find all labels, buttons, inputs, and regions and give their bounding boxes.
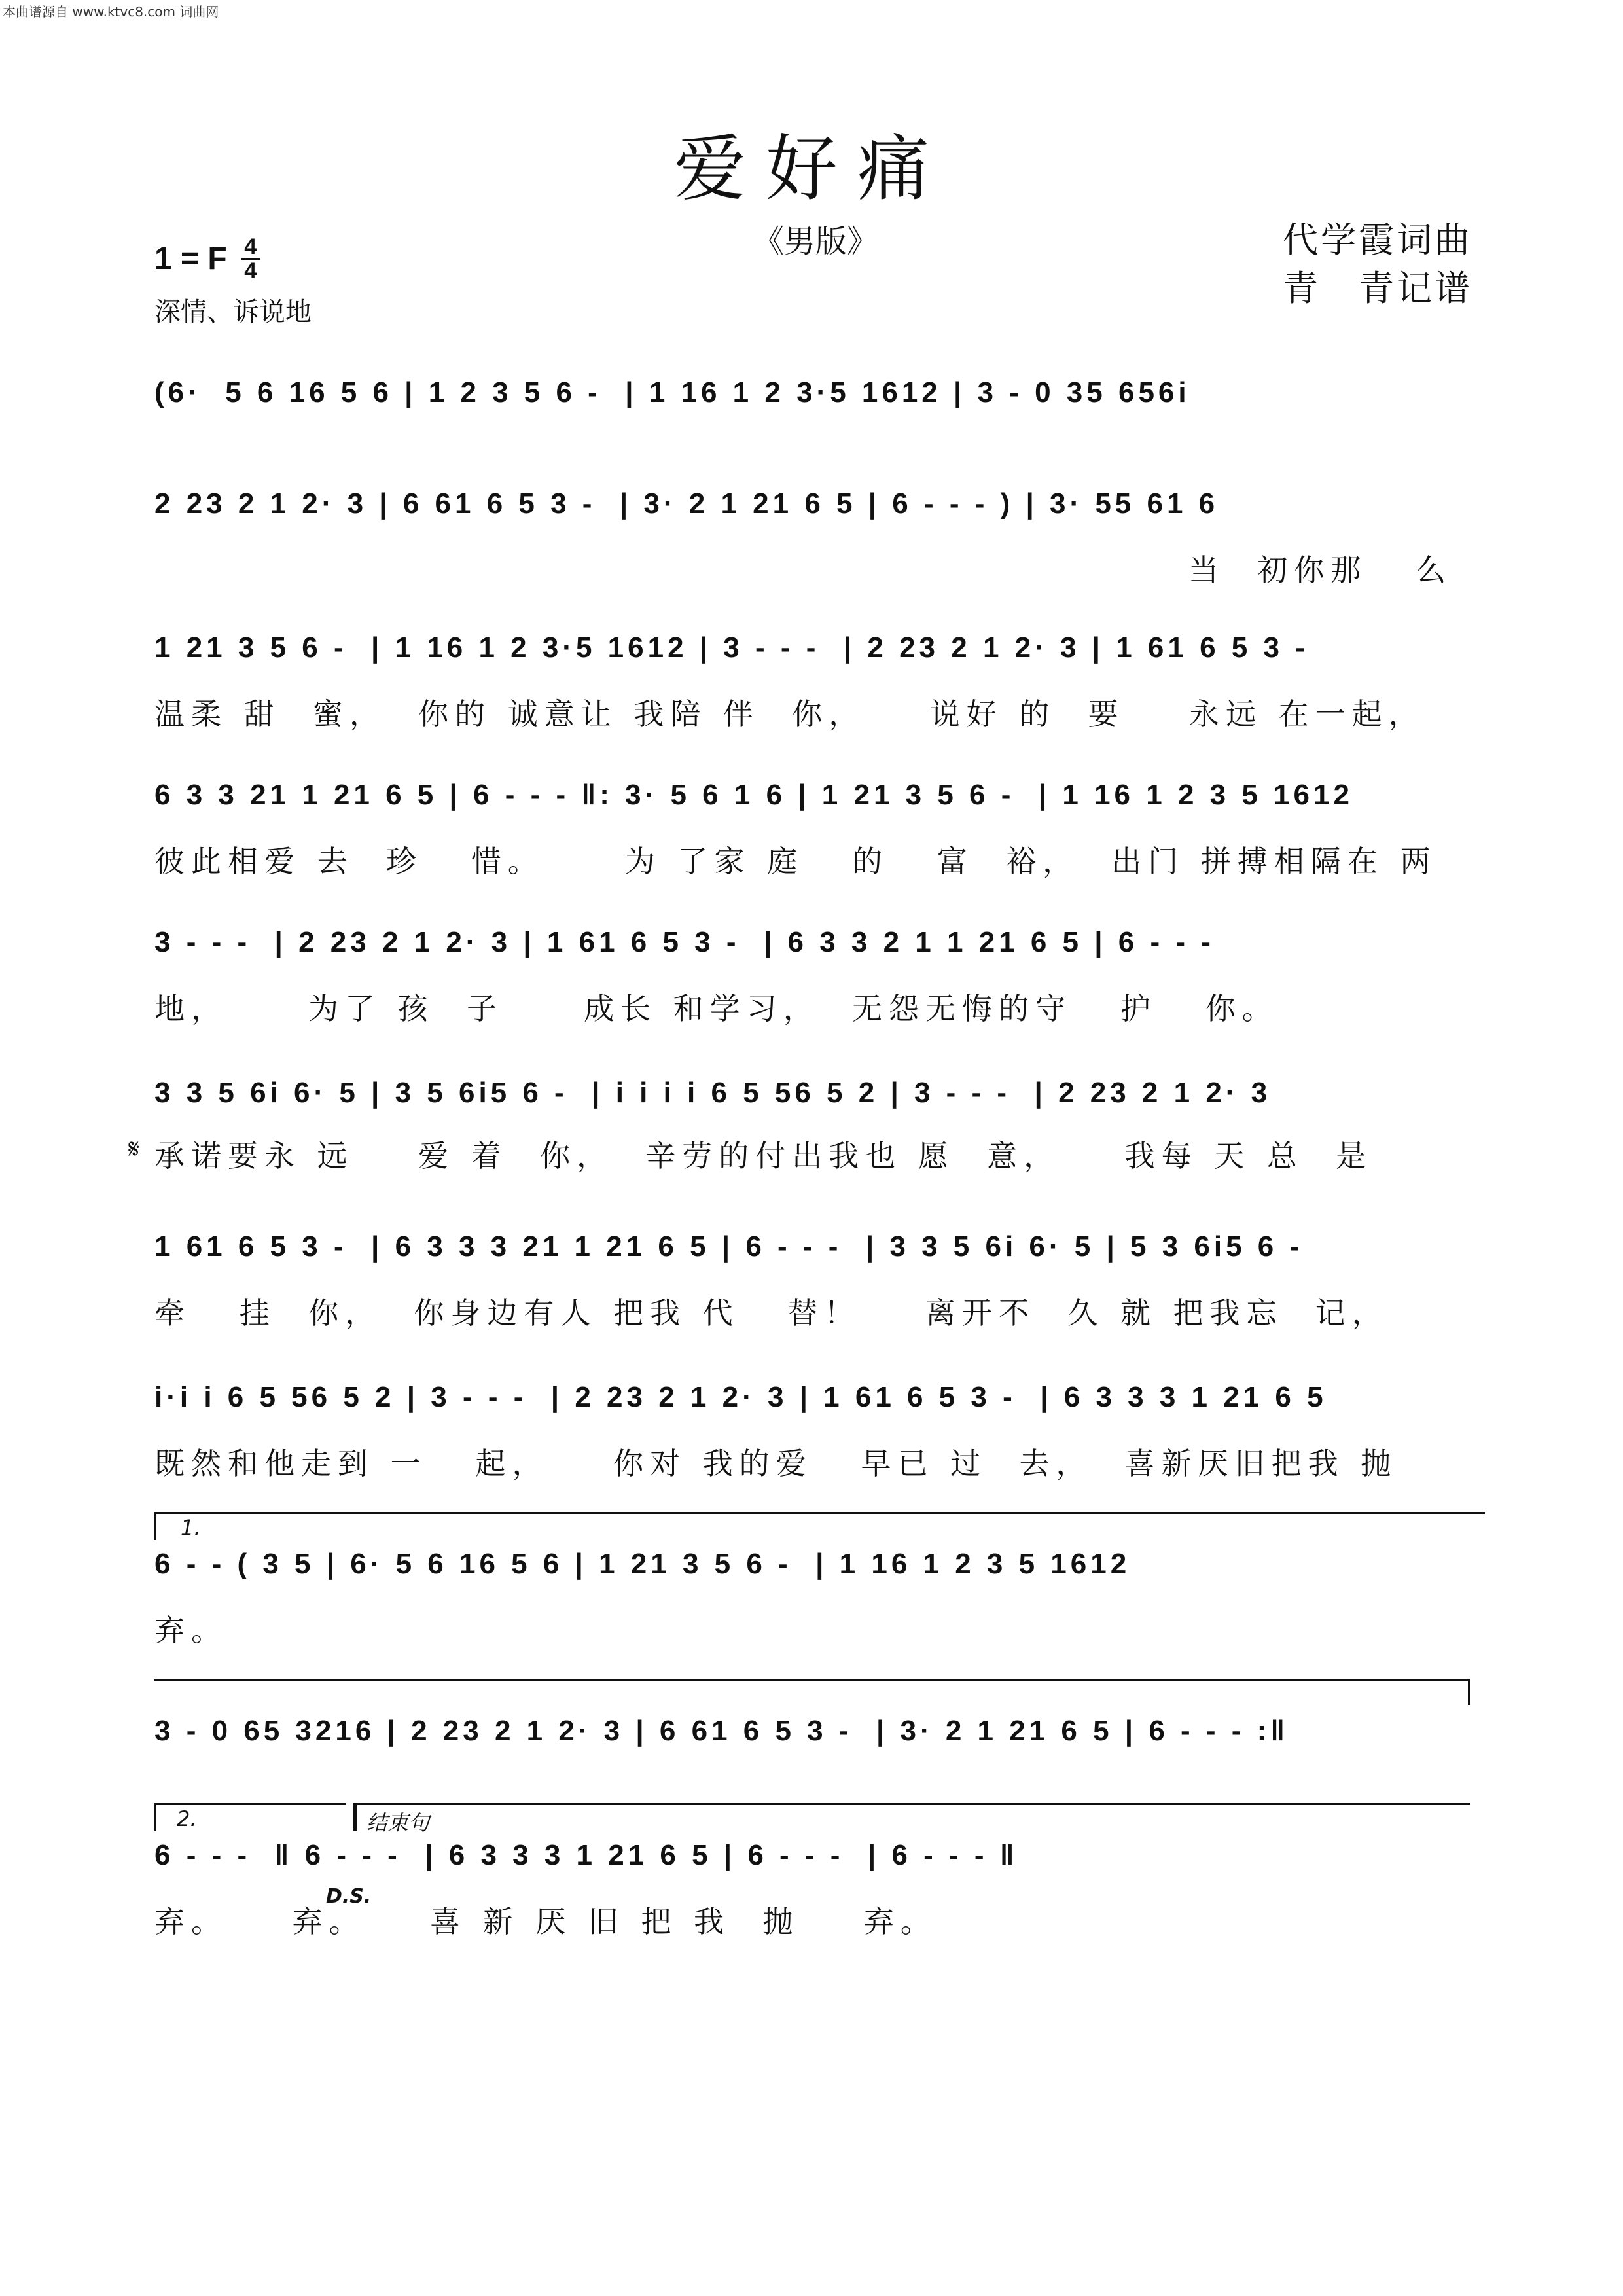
notes-line: 6 - - ( 3 5 | 6· 5 6 16 5 6 | 1 21 3 5 6 - | 1 16 1 2 3 5 1612 bbox=[154, 1548, 1131, 1580]
segno-sign: 𝄋 bbox=[128, 1134, 140, 1164]
time-bottom: 4 bbox=[244, 259, 257, 283]
credits bbox=[1283, 216, 1472, 313]
lyrics-line: 承诺要永 远 爱 着 你， 辛劳的付出我也 愿 意， 我每 天 总 是 bbox=[154, 1138, 1373, 1174]
volta-2-label: 2. bbox=[177, 1806, 197, 1831]
notes-line: (6· 5 6 16 5 6 | 1 2 3 5 6 - | 1 16 1 2 3·5 1612 | 3 - 0 35 656i bbox=[154, 376, 1190, 408]
version-subtitle: 《男版》 bbox=[753, 223, 879, 260]
time-signature bbox=[241, 236, 260, 282]
song-title: 爱好痛 bbox=[674, 127, 949, 211]
notes-line: 6 - - - ‖ 6 - - - | 6 3 3 3 1 21 6 5 | 6 - - - | 6 - - - ‖ bbox=[154, 1839, 1018, 1871]
lyrics-line: 地， 为了 孩 子 成长 和学习， 无怨无悔的守 护 你。 bbox=[154, 991, 1279, 1026]
notes-line: 3 - - - | 2 23 2 1 2· 3 | 1 61 6 5 3 - | 6 3 3 2 1 1 21 6 5 | 6 - - - bbox=[154, 926, 1215, 958]
composer-credit: 代学霞词曲 bbox=[1283, 219, 1472, 260]
notes-line: 1 61 6 5 3 - | 6 3 3 3 21 1 21 6 5 | 6 - - - | 3 3 5 6i 6· 5 | 5 3 6i5 6 - bbox=[154, 1230, 1304, 1263]
notes-line: i·i i 6 5 56 5 2 | 3 - - - | 2 23 2 1 2· 3 | 1 61 6 5 3 - | 6 3 3 3 1 21 6 5 bbox=[154, 1381, 1327, 1413]
volta-1-bracket bbox=[154, 1512, 1485, 1540]
notes-line: 3 3 5 6i 6· 5 | 3 5 6i5 6 - | i i i i 6 5 56 5 2 | 3 - - - | 2 23 2 1 2· 3 bbox=[154, 1077, 1272, 1109]
site-banner: 本曲谱源自 www.ktvc8.com 词曲网 bbox=[3, 4, 219, 20]
notes-line: 3 - 0 65 3216 | 2 23 2 1 2· 3 | 6 61 6 5 3 - | 3· 2 1 21 6 5 | 6 - - - :‖ bbox=[154, 1715, 1289, 1747]
volta-1-label: 1. bbox=[181, 1515, 201, 1540]
tempo-marking: 深情、诉说地 bbox=[154, 297, 312, 327]
notes-line: 6 3 3 21 1 21 6 5 | 6 - - - ‖: 3· 5 6 1 6 | 1 21 3 5 6 - | 1 16 1 2 3 5 1612 bbox=[154, 779, 1353, 811]
notes-line: 1 21 3 5 6 - | 1 16 1 2 3·5 1612 | 3 - - - | 2 23 2 1 2· 3 | 1 61 6 5 3 - bbox=[154, 632, 1309, 664]
lyrics-line: 弃。 弃。 喜 新 厌 旧 把 我 抛 弃。 bbox=[154, 1904, 937, 1939]
ending-bracket bbox=[353, 1803, 1470, 1831]
lyrics-line: 当 初你那 么 bbox=[1188, 552, 1453, 588]
ds-marking: D.S. bbox=[326, 1885, 372, 1908]
lyrics-line: 牵 挂 你， 你身边有人 把我 代 替！ 离开不 久 就 把我忘 记， bbox=[154, 1295, 1389, 1331]
ending-label: 结束句 bbox=[366, 1810, 430, 1835]
lyrics-line: 温柔 甜 蜜， 你的 诚意让 我陪 伴 你， 说好 的 要 永远 在一起， bbox=[154, 696, 1425, 732]
lyrics-line: 既然和他走到 一 起， 你对 我的爱 早已 过 去， 喜新厌旧把我 抛 bbox=[154, 1446, 1398, 1481]
key-signature bbox=[154, 236, 260, 282]
transcriber-credit: 青 青记谱 bbox=[1283, 268, 1472, 309]
time-top: 4 bbox=[244, 234, 257, 259]
notes-line: 2 23 2 1 2· 3 | 6 61 6 5 3 - | 3· 2 1 21 6 5 | 6 - - - ) | 3· 55 61 6 bbox=[154, 488, 1219, 520]
lyrics-line: 弃。 bbox=[154, 1613, 228, 1648]
key-label: 1 = F bbox=[154, 242, 227, 276]
lyrics-line: 彼此相爱 去 珍 惜。 为 了家 庭 的 富 裕， 出门 拼搏相隔在 两 bbox=[154, 844, 1437, 879]
